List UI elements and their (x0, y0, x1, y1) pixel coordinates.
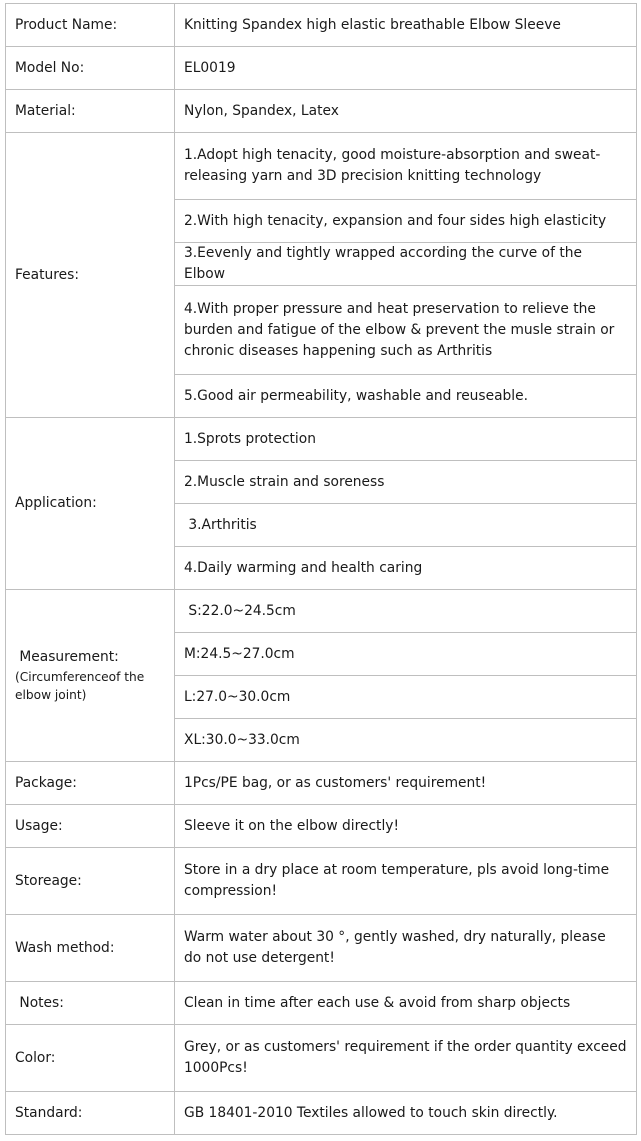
table-row (6, 590, 637, 633)
row-value: 2.With high tenacity, expansion and four sides high elasticity (175, 200, 637, 243)
row-label: Usage: (6, 805, 175, 848)
row-label: Package: (6, 762, 175, 805)
row-value: Knitting Spandex high elastic breathable Elbow Sleeve (175, 4, 637, 47)
table-row (6, 133, 637, 200)
row-label: Notes: (6, 982, 175, 1025)
row-value: Grey, or as customers' requirement if the order quantity exceed 1000Pcs! (175, 1025, 637, 1092)
row-label: Wash method: (6, 915, 175, 982)
row-label: Measurement: (15, 649, 119, 665)
row-value: EL0019 (175, 47, 637, 90)
row-value: M:24.5~27.0cm (175, 633, 637, 676)
row-label: Material: (6, 90, 175, 133)
row-value: 4.Daily warming and health caring (175, 547, 637, 590)
row-sublabel: (Circumferenceof the elbow joint) (15, 670, 145, 702)
row-value: Clean in time after each use & avoid from sharp objects (175, 982, 637, 1025)
row-label: Product Name: (6, 4, 175, 47)
row-value: Sleeve it on the elbow directly! (175, 805, 637, 848)
row-label: Application: (6, 418, 175, 590)
row-value: Warm water about 30 °, gently washed, dry naturally, please do not use detergent! (175, 915, 637, 982)
row-value: GB 18401-2010 Textiles allowed to touch skin directly. (175, 1092, 637, 1135)
row-value: 4.With proper pressure and heat preservation to relieve the burden and fatigue of the elbow & prevent the musle strain or chronic diseases happening such as Arthritis (175, 286, 637, 375)
table-row (6, 805, 637, 848)
table-row (6, 1092, 637, 1135)
row-label: Color: (6, 1025, 175, 1092)
row-value: XL:30.0~33.0cm (175, 719, 637, 762)
table-row (6, 915, 637, 982)
row-label: Standard: (6, 1092, 175, 1135)
row-value: 5.Good air permeability, washable and reuseable. (175, 375, 637, 418)
table-row (6, 418, 637, 461)
table-row (6, 4, 637, 47)
table-row (6, 848, 637, 915)
row-label: Model No: (6, 47, 175, 90)
row-value: 1.Sprots protection (175, 418, 637, 461)
row-label: Features: (6, 133, 175, 418)
table-row (6, 982, 637, 1025)
table-row (6, 47, 637, 90)
row-value: Nylon, Spandex, Latex (175, 90, 637, 133)
table-row (6, 762, 637, 805)
row-value: 2.Muscle strain and soreness (175, 461, 637, 504)
spec-table (5, 3, 637, 1135)
row-value: 1Pcs/PE bag, or as customers' requirement! (175, 762, 637, 805)
table-row (6, 90, 637, 133)
row-value: L:27.0~30.0cm (175, 676, 637, 719)
table-row (6, 1025, 637, 1092)
row-value: 1.Adopt high tenacity, good moisture-absorption and sweat-releasing yarn and 3D precision knitting technology (175, 133, 637, 200)
measurement-label-cell (6, 590, 175, 762)
row-value: Store in a dry place at room temperature, pls avoid long-time compression! (175, 848, 637, 915)
row-value: 3.Arthritis (175, 504, 637, 547)
row-value: 3.Eevenly and tightly wrapped according the curve of the Elbow (175, 243, 637, 286)
row-label: Storeage: (6, 848, 175, 915)
row-value: S:22.0~24.5cm (175, 590, 637, 633)
